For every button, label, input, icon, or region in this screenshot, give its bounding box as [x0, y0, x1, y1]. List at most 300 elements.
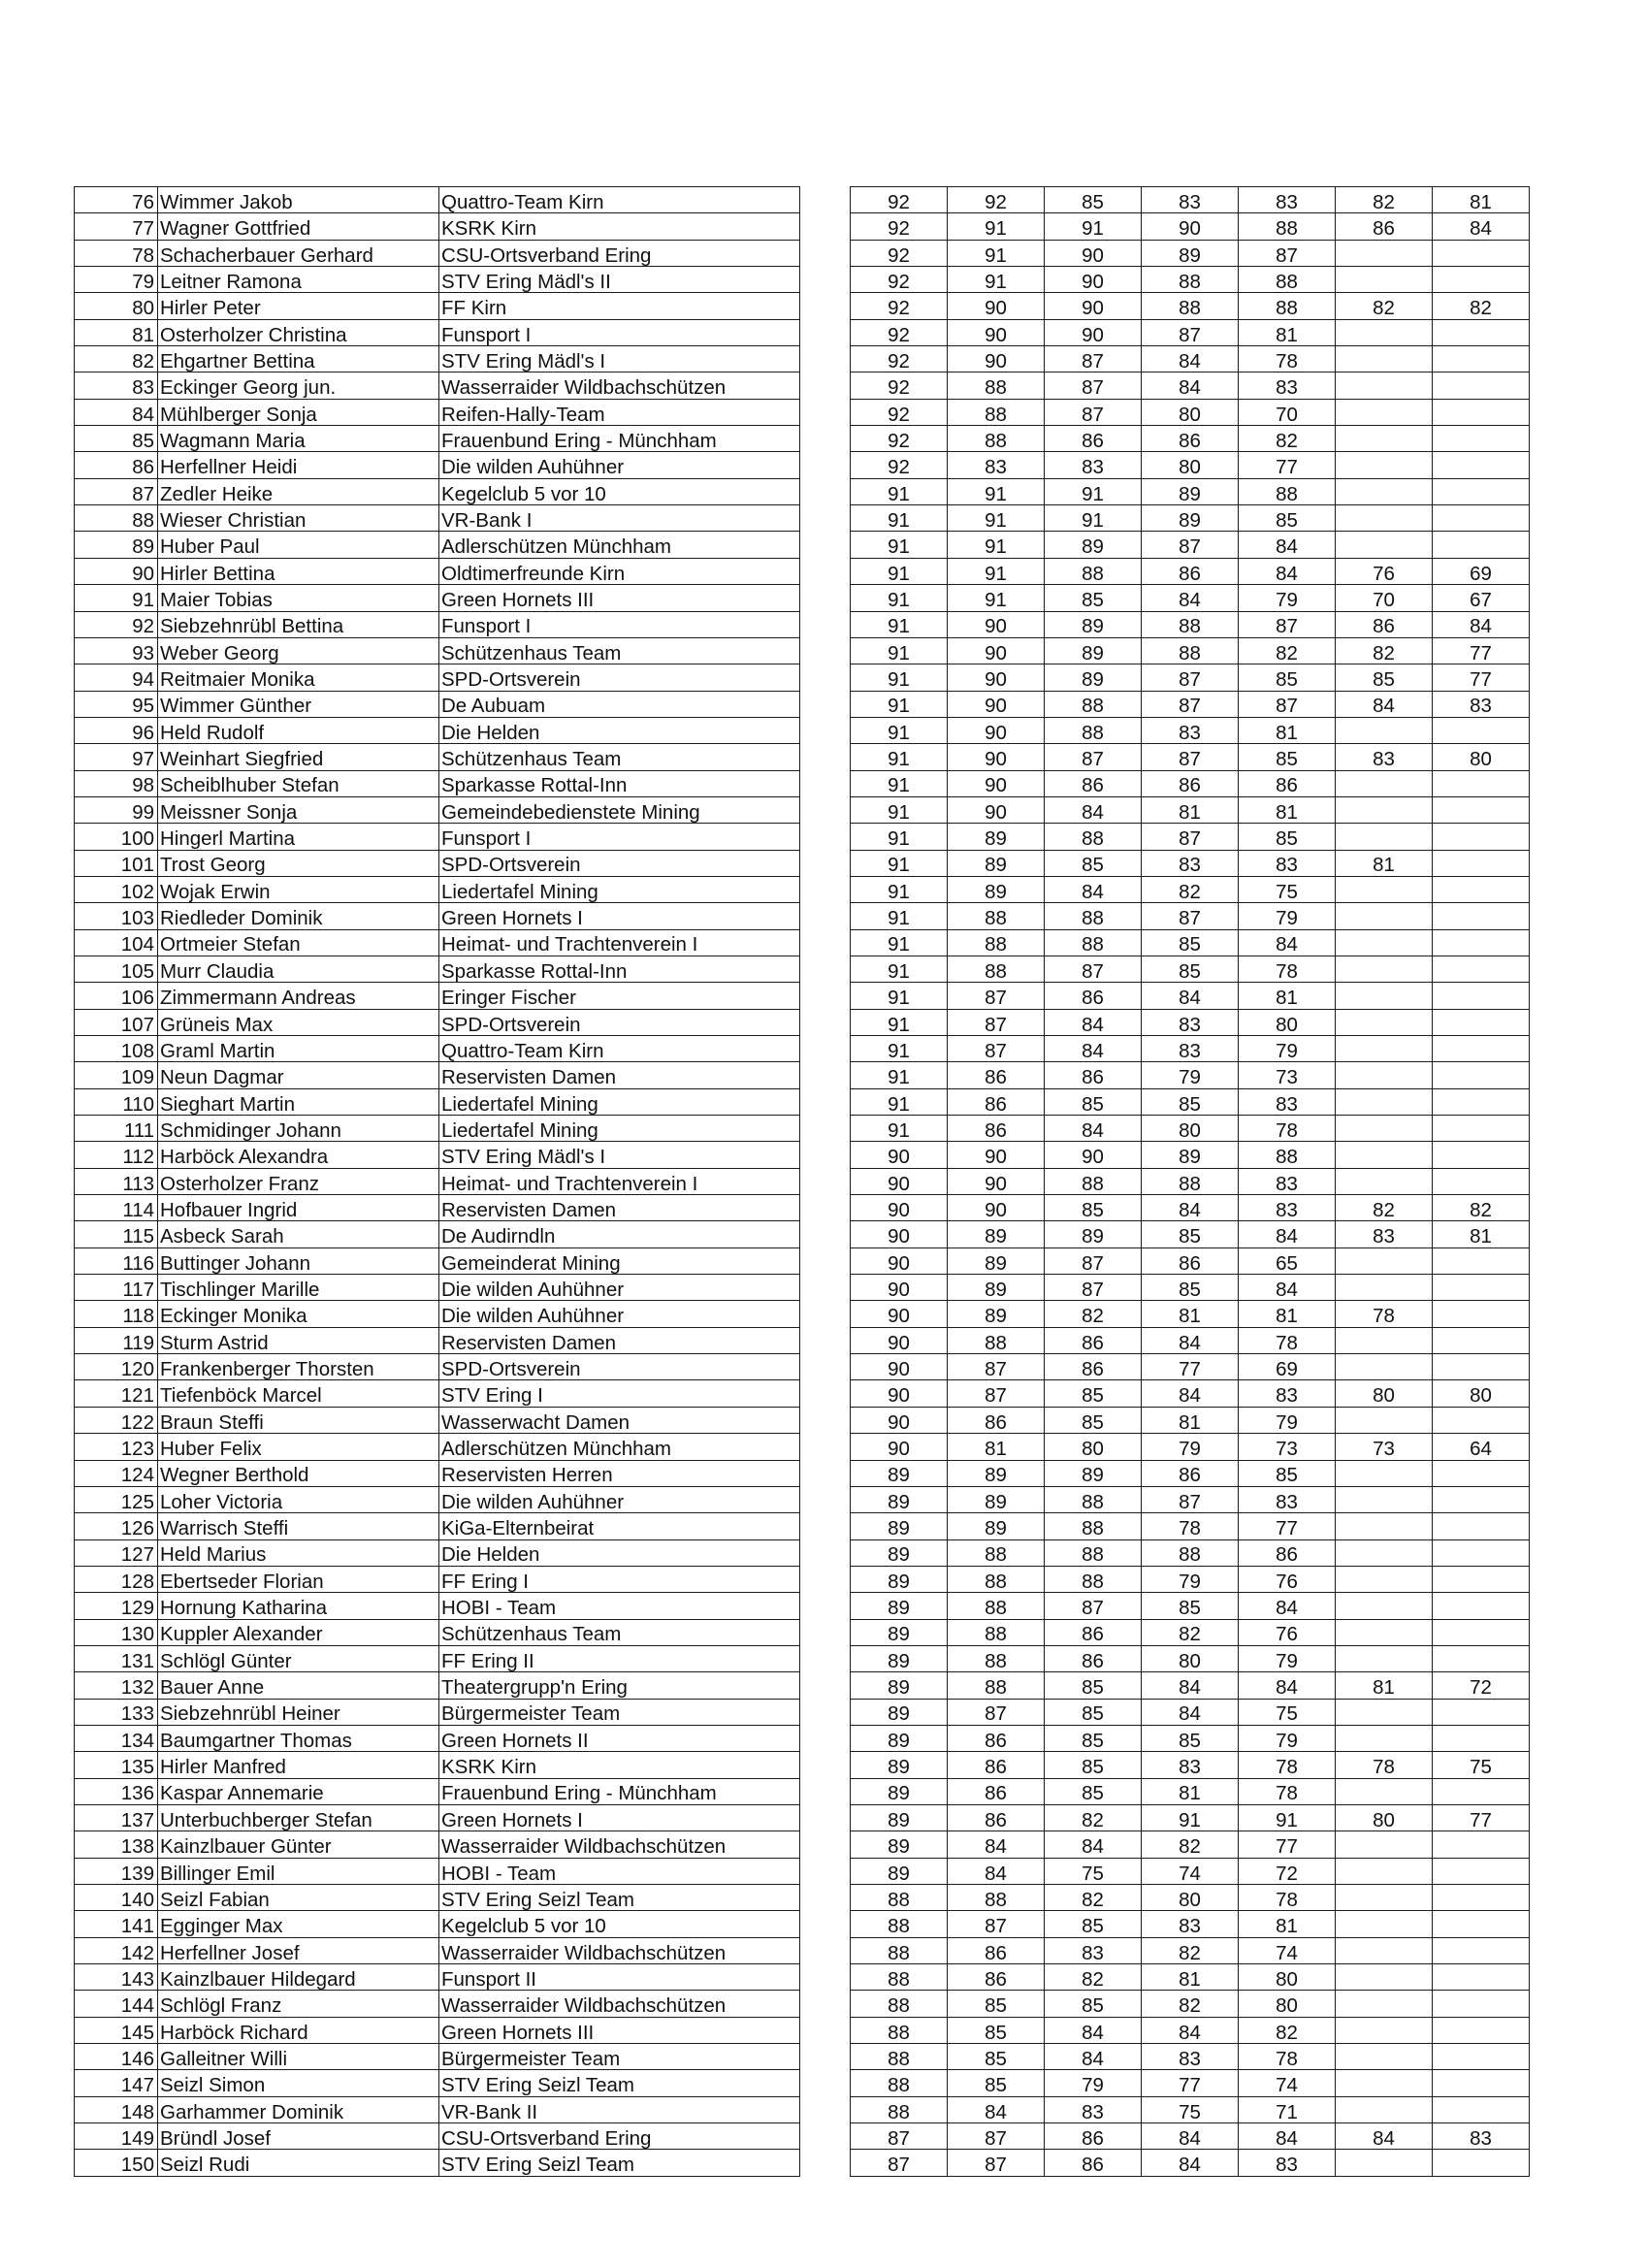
rank-cell: 134: [75, 1725, 158, 1751]
team-name: Liedertafel Mining: [439, 1088, 800, 1115]
team-name: Die wilden Auhühner: [439, 1301, 800, 1327]
score-cell: 81: [1336, 1672, 1433, 1699]
score-cell: 92: [851, 319, 948, 345]
team-name: FF Ering II: [439, 1645, 800, 1671]
score-cell: [1433, 824, 1530, 850]
spacer-cell: [800, 558, 851, 584]
rank-cell: 80: [75, 293, 158, 319]
score-cell: 84: [1142, 1195, 1239, 1221]
score-cell: 84: [1239, 1221, 1336, 1247]
rank-cell: 93: [75, 637, 158, 664]
score-cell: [1433, 1964, 1530, 1991]
spacer-cell: [800, 240, 851, 266]
score-cell: 85: [1045, 1911, 1142, 1937]
rank-cell: 106: [75, 983, 158, 1009]
team-name: VR-Bank II: [439, 2096, 800, 2122]
participant-name: Braun Steffi: [158, 1407, 439, 1433]
participant-name: Kainzlbauer Hildegard: [158, 1964, 439, 1991]
participant-name: Kainzlbauer Günter: [158, 1831, 439, 1858]
score-cell: [1336, 1168, 1433, 1194]
rank-cell: 116: [75, 1247, 158, 1274]
score-cell: 88: [948, 1885, 1045, 1911]
participant-name: Seizl Rudi: [158, 2150, 439, 2176]
table-row: [75, 770, 1530, 796]
score-cell: 80: [1239, 1991, 1336, 2017]
score-cell: 84: [1239, 532, 1336, 558]
spacer-cell: [800, 293, 851, 319]
rank-cell: 78: [75, 240, 158, 266]
score-cell: 91: [851, 1088, 948, 1115]
score-cell: 88: [1142, 1168, 1239, 1194]
score-cell: [1336, 956, 1433, 982]
team-name: KSRK Kirn: [439, 1752, 800, 1778]
score-cell: [1336, 1486, 1433, 1512]
score-cell: 81: [1239, 983, 1336, 1009]
score-cell: 86: [948, 1062, 1045, 1088]
score-cell: 82: [1142, 876, 1239, 902]
score-cell: 87: [1045, 373, 1142, 399]
rank-cell: 81: [75, 319, 158, 345]
score-cell: 83: [1045, 2096, 1142, 2122]
team-name: Eringer Fischer: [439, 983, 800, 1009]
score-cell: 81: [948, 1434, 1045, 1460]
score-cell: 86: [948, 1088, 1045, 1115]
score-cell: 87: [1239, 691, 1336, 717]
table-row: [75, 1911, 1530, 1937]
spacer-cell: [800, 1911, 851, 1937]
score-cell: 88: [1239, 1142, 1336, 1168]
score-cell: 90: [1045, 319, 1142, 345]
score-cell: 79: [1239, 1407, 1336, 1433]
spacer-cell: [800, 267, 851, 293]
score-cell: 78: [1239, 1778, 1336, 1804]
score-cell: [1433, 346, 1530, 373]
ranking-table: [74, 186, 1530, 2177]
table-row: [75, 1380, 1530, 1407]
participant-name: Wimmer Jakob: [158, 187, 439, 213]
score-cell: 86: [1045, 1062, 1142, 1088]
table-row: [75, 1327, 1530, 1353]
rank-cell: 142: [75, 1937, 158, 1963]
score-cell: 78: [1239, 1885, 1336, 1911]
score-cell: [1336, 1831, 1433, 1858]
rank-cell: 135: [75, 1752, 158, 1778]
score-cell: 83: [1239, 1486, 1336, 1512]
team-name: Reservisten Herren: [439, 1460, 800, 1486]
table-row: [75, 1221, 1530, 1247]
score-cell: 84: [1239, 1275, 1336, 1301]
spacer-cell: [800, 505, 851, 532]
score-cell: 86: [1045, 2123, 1142, 2150]
table-row: [75, 1513, 1530, 1539]
score-cell: 92: [851, 399, 948, 425]
participant-name: Huber Felix: [158, 1434, 439, 1460]
score-cell: 91: [851, 558, 948, 584]
score-cell: 84: [1142, 373, 1239, 399]
score-cell: 91: [1045, 478, 1142, 504]
score-cell: [1336, 903, 1433, 929]
score-cell: 84: [1239, 2123, 1336, 2150]
participant-name: Scheiblhuber Stefan: [158, 770, 439, 796]
participant-name: Schlögl Franz: [158, 1991, 439, 2017]
score-cell: [1433, 1327, 1530, 1353]
table-row: [75, 1195, 1530, 1221]
score-cell: 91: [851, 532, 948, 558]
spacer-cell: [800, 744, 851, 770]
team-name: Green Hornets II: [439, 1725, 800, 1751]
score-cell: 79: [1142, 1062, 1239, 1088]
score-cell: 82: [1433, 1195, 1530, 1221]
score-cell: 91: [851, 1036, 948, 1062]
score-cell: 82: [1336, 637, 1433, 664]
spacer-cell: [800, 452, 851, 478]
score-cell: 89: [851, 1539, 948, 1566]
table-row: [75, 744, 1530, 770]
score-cell: 79: [1239, 1725, 1336, 1751]
score-cell: 90: [948, 637, 1045, 664]
team-name: Gemeindebedienstete Mining: [439, 796, 800, 823]
score-cell: 91: [851, 664, 948, 691]
score-cell: 88: [948, 1539, 1045, 1566]
score-cell: 88: [851, 2044, 948, 2070]
score-cell: 90: [851, 1434, 948, 1460]
spacer-cell: [800, 1937, 851, 1963]
score-cell: 92: [851, 373, 948, 399]
score-cell: 85: [1239, 744, 1336, 770]
team-name: Wasserraider Wildbachschützen: [439, 1991, 800, 2017]
team-name: Bürgermeister Team: [439, 2044, 800, 2070]
score-cell: 90: [948, 744, 1045, 770]
participant-name: Sturm Astrid: [158, 1327, 439, 1353]
table-row: [75, 1142, 1530, 1168]
rank-cell: 108: [75, 1036, 158, 1062]
team-name: Funsport I: [439, 824, 800, 850]
score-cell: 87: [948, 1911, 1045, 1937]
score-cell: [1336, 1885, 1433, 1911]
score-cell: 75: [1239, 876, 1336, 902]
participant-name: Wagner Gottfried: [158, 213, 439, 240]
score-cell: [1433, 532, 1530, 558]
rank-cell: 83: [75, 373, 158, 399]
table-row: [75, 664, 1530, 691]
score-cell: [1433, 929, 1530, 956]
score-cell: 87: [1142, 319, 1239, 345]
spacer-cell: [800, 1088, 851, 1115]
score-cell: 80: [1336, 1380, 1433, 1407]
score-cell: [1433, 1062, 1530, 1088]
score-cell: 87: [851, 2123, 948, 2150]
score-cell: 84: [1142, 1380, 1239, 1407]
spacer-cell: [800, 1434, 851, 1460]
rank-cell: 113: [75, 1168, 158, 1194]
spacer-cell: [800, 532, 851, 558]
score-cell: [1433, 1831, 1530, 1858]
score-cell: 85: [1045, 1407, 1142, 1433]
score-cell: [1336, 373, 1433, 399]
score-cell: [1336, 2017, 1433, 2043]
spacer-cell: [800, 187, 851, 213]
rank-cell: 94: [75, 664, 158, 691]
score-cell: 88: [948, 956, 1045, 982]
score-cell: [1336, 876, 1433, 902]
score-cell: 90: [948, 770, 1045, 796]
team-name: Sparkasse Rottal-Inn: [439, 956, 800, 982]
score-cell: 89: [948, 850, 1045, 876]
score-cell: [1433, 1619, 1530, 1645]
spacer-cell: [800, 1221, 851, 1247]
score-cell: 89: [851, 1486, 948, 1512]
score-cell: [1433, 2070, 1530, 2096]
table-row: [75, 929, 1530, 956]
table-row: [75, 373, 1530, 399]
score-cell: 79: [1142, 1434, 1239, 1460]
rank-cell: 117: [75, 1275, 158, 1301]
spacer-cell: [800, 770, 851, 796]
score-cell: 86: [1045, 426, 1142, 452]
score-cell: [1336, 2070, 1433, 2096]
score-cell: [1336, 452, 1433, 478]
score-cell: 76: [1239, 1566, 1336, 1592]
score-cell: [1433, 2044, 1530, 2070]
score-cell: 83: [1336, 1221, 1433, 1247]
spacer-cell: [800, 1407, 851, 1433]
score-cell: [1433, 903, 1530, 929]
team-name: Wasserraider Wildbachschützen: [439, 1831, 800, 1858]
score-cell: 83: [1433, 2123, 1530, 2150]
score-cell: 91: [851, 903, 948, 929]
participant-name: Neun Dagmar: [158, 1062, 439, 1088]
spacer-cell: [800, 319, 851, 345]
score-cell: 86: [948, 1725, 1045, 1751]
score-cell: 86: [1142, 558, 1239, 584]
score-cell: 84: [1239, 1672, 1336, 1699]
table-row: [75, 1699, 1530, 1725]
score-cell: [1336, 770, 1433, 796]
score-cell: 91: [948, 558, 1045, 584]
table-row: [75, 2070, 1530, 2096]
table-row: [75, 1885, 1530, 1911]
team-name: Quattro-Team Kirn: [439, 187, 800, 213]
table-row: [75, 1088, 1530, 1115]
score-cell: 89: [851, 1858, 948, 1884]
rank-cell: 103: [75, 903, 158, 929]
rank-cell: 110: [75, 1088, 158, 1115]
participant-name: Hofbauer Ingrid: [158, 1195, 439, 1221]
spacer-cell: [800, 426, 851, 452]
team-name: SPD-Ortsverein: [439, 1354, 800, 1380]
score-cell: 88: [851, 1885, 948, 1911]
score-cell: 90: [948, 717, 1045, 743]
score-cell: 88: [1142, 267, 1239, 293]
score-cell: 87: [948, 1354, 1045, 1380]
table-row: [75, 478, 1530, 504]
score-cell: 80: [1433, 1380, 1530, 1407]
table-row: [75, 1964, 1530, 1991]
score-cell: 79: [1142, 1566, 1239, 1592]
score-cell: 75: [1142, 2096, 1239, 2122]
score-cell: 78: [1336, 1752, 1433, 1778]
score-cell: 86: [1142, 1247, 1239, 1274]
score-cell: 88: [851, 1964, 948, 1991]
score-cell: [1336, 1645, 1433, 1671]
score-cell: 88: [851, 1991, 948, 2017]
score-cell: 65: [1239, 1247, 1336, 1274]
score-cell: 81: [1336, 850, 1433, 876]
score-cell: 81: [1142, 1964, 1239, 1991]
score-cell: 85: [948, 2070, 1045, 2096]
score-cell: 87: [948, 1380, 1045, 1407]
rank-cell: 143: [75, 1964, 158, 1991]
score-cell: 82: [1142, 1831, 1239, 1858]
spacer-cell: [800, 1062, 851, 1088]
score-cell: 90: [851, 1221, 948, 1247]
score-cell: 88: [1239, 267, 1336, 293]
team-name: Liedertafel Mining: [439, 876, 800, 902]
score-cell: 90: [1045, 1142, 1142, 1168]
rank-cell: 133: [75, 1699, 158, 1725]
rank-cell: 124: [75, 1460, 158, 1486]
score-cell: [1433, 1142, 1530, 1168]
score-cell: 84: [1142, 1327, 1239, 1353]
spacer-cell: [800, 1327, 851, 1353]
score-cell: 84: [1239, 929, 1336, 956]
score-cell: 85: [1142, 1593, 1239, 1619]
score-cell: [1336, 1539, 1433, 1566]
score-cell: 88: [1045, 558, 1142, 584]
score-cell: 85: [1045, 1699, 1142, 1725]
participant-name: Maier Tobias: [158, 585, 439, 611]
score-cell: 89: [851, 1566, 948, 1592]
score-cell: 91: [851, 1116, 948, 1142]
score-cell: 87: [1142, 664, 1239, 691]
table-row: [75, 2123, 1530, 2150]
score-cell: 80: [1142, 452, 1239, 478]
rank-cell: 107: [75, 1009, 158, 1035]
score-cell: 64: [1433, 1434, 1530, 1460]
rank-cell: 148: [75, 2096, 158, 2122]
score-cell: [1433, 956, 1530, 982]
score-cell: 82: [1239, 2017, 1336, 2043]
score-cell: [1433, 1991, 1530, 2017]
score-cell: 90: [948, 611, 1045, 637]
spacer-cell: [800, 1778, 851, 1804]
score-cell: 79: [1239, 1036, 1336, 1062]
team-name: CSU-Ortsverband Ering: [439, 240, 800, 266]
score-cell: 76: [1336, 558, 1433, 584]
score-cell: 80: [1142, 399, 1239, 425]
score-cell: 91: [851, 876, 948, 902]
score-cell: [1336, 1725, 1433, 1751]
spacer-cell: [800, 1539, 851, 1566]
table-row: [75, 1725, 1530, 1751]
score-cell: 82: [1336, 293, 1433, 319]
team-name: Adlerschützen Münchham: [439, 1434, 800, 1460]
score-cell: 89: [851, 1752, 948, 1778]
score-cell: 87: [948, 1036, 1045, 1062]
score-cell: [1336, 426, 1433, 452]
score-cell: 91: [851, 983, 948, 1009]
score-cell: 82: [1433, 293, 1530, 319]
score-cell: 83: [1239, 2150, 1336, 2176]
score-cell: 84: [1142, 2017, 1239, 2043]
team-name: STV Ering Mädl's II: [439, 267, 800, 293]
score-cell: [1433, 267, 1530, 293]
table-row: [75, 1645, 1530, 1671]
score-cell: 88: [851, 1937, 948, 1963]
team-name: HOBI - Team: [439, 1593, 800, 1619]
team-name: Heimat- und Trachtenverein I: [439, 1168, 800, 1194]
score-cell: 84: [1045, 1831, 1142, 1858]
score-cell: [1433, 850, 1530, 876]
score-cell: 86: [1045, 1354, 1142, 1380]
participant-name: Harböck Richard: [158, 2017, 439, 2043]
score-cell: 86: [948, 1937, 1045, 1963]
participant-name: Wegner Berthold: [158, 1460, 439, 1486]
score-cell: [1336, 1911, 1433, 1937]
participant-name: Hirler Bettina: [158, 558, 439, 584]
score-cell: 90: [948, 664, 1045, 691]
participant-name: Zimmermann Andreas: [158, 983, 439, 1009]
score-cell: 83: [1239, 187, 1336, 213]
score-cell: 87: [1045, 1275, 1142, 1301]
team-name: Die wilden Auhühner: [439, 452, 800, 478]
table-row: [75, 532, 1530, 558]
score-cell: 84: [1336, 2123, 1433, 2150]
rank-cell: 118: [75, 1301, 158, 1327]
score-cell: 90: [948, 1142, 1045, 1168]
spacer-cell: [800, 1301, 851, 1327]
score-cell: [1336, 1513, 1433, 1539]
team-name: Kegelclub 5 vor 10: [439, 478, 800, 504]
spacer-cell: [800, 1460, 851, 1486]
score-cell: 85: [1239, 664, 1336, 691]
score-cell: 82: [1142, 1991, 1239, 2017]
score-cell: 85: [1239, 824, 1336, 850]
table-row: [75, 691, 1530, 717]
table-row: [75, 1672, 1530, 1699]
score-cell: [1433, 2150, 1530, 2176]
score-cell: 86: [1045, 1619, 1142, 1645]
rank-cell: 82: [75, 346, 158, 373]
score-cell: 81: [1142, 1407, 1239, 1433]
score-cell: 81: [1433, 1221, 1530, 1247]
table-row: [75, 2150, 1530, 2176]
score-cell: 74: [1239, 2070, 1336, 2096]
score-cell: [1433, 1036, 1530, 1062]
table-row: [75, 505, 1530, 532]
team-name: Reservisten Damen: [439, 1195, 800, 1221]
table-row: [75, 1486, 1530, 1512]
team-name: Reifen-Hally-Team: [439, 399, 800, 425]
score-cell: 84: [1142, 346, 1239, 373]
spacer-cell: [800, 1354, 851, 1380]
spacer-cell: [800, 1566, 851, 1592]
score-cell: 87: [1142, 824, 1239, 850]
score-cell: [1433, 1407, 1530, 1433]
team-name: Kegelclub 5 vor 10: [439, 1911, 800, 1937]
participant-name: Tiefenböck Marcel: [158, 1380, 439, 1407]
score-cell: 91: [1045, 505, 1142, 532]
score-cell: 89: [1045, 1460, 1142, 1486]
spacer-cell: [800, 1168, 851, 1194]
team-name: Die Helden: [439, 717, 800, 743]
score-cell: 83: [1142, 1911, 1239, 1937]
table-row: [75, 717, 1530, 743]
score-cell: 89: [1045, 637, 1142, 664]
score-cell: 85: [1142, 929, 1239, 956]
table-row: [75, 1460, 1530, 1486]
score-cell: 87: [1142, 903, 1239, 929]
